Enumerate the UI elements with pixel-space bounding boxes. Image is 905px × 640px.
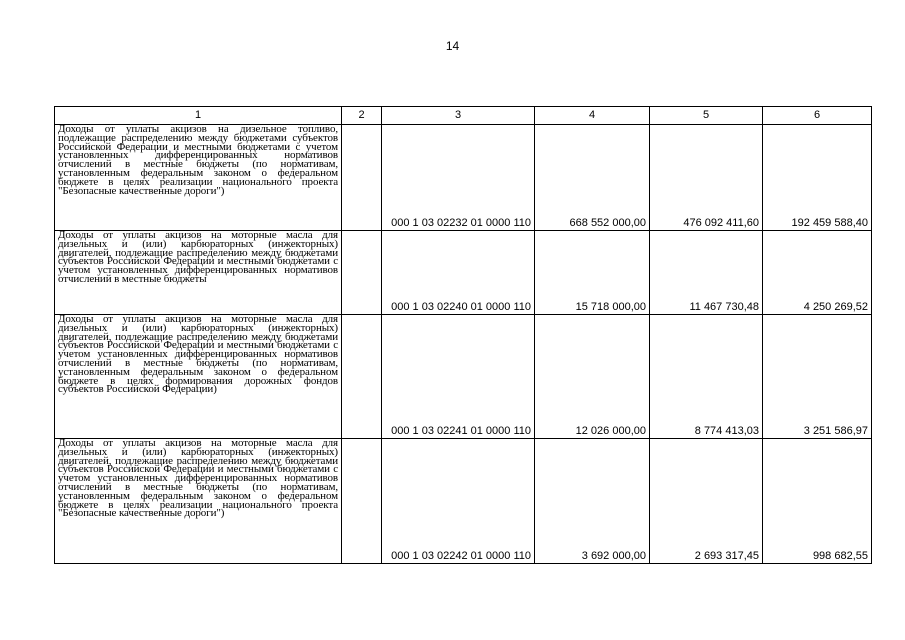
row-description: Доходы от уплаты акцизов на моторные масла для дизельных и (или) карбюраторных (инжекторных) двигателей, подлежащие распределению между бюджетами субъектов Российской Федерации и местными бюджетами с учетом установленных дифференцированных нормативов отчислений в местные бюджеты (по нормативам, установленным федеральным законом о федеральном бюджете в целях формирования дорожных фондов субъектов Российской Федерации): [55, 315, 342, 439]
row-amount-col5: 11 467 730,48: [650, 231, 763, 315]
row-amount-col6: 3 251 586,97: [763, 315, 872, 439]
column-header: 3: [382, 107, 535, 125]
row-amount-col4: 15 718 000,00: [535, 231, 650, 315]
row-amount-col5: 8 774 413,03: [650, 315, 763, 439]
table-header-row: [55, 107, 872, 125]
column-header: 2: [342, 107, 382, 125]
table-row: [55, 231, 872, 315]
row-description: Доходы от уплаты акцизов на моторные масла для дизельных и (или) карбюраторных (инжекторных) двигателей, подлежащие распределению между бюджетами субъектов Российской Федерации и местными бюджетами с учетом установленных дифференцированных нормативов отчислений в местные бюджеты: [55, 231, 342, 315]
column-header: 1: [55, 107, 342, 125]
row-amount-col4: 12 026 000,00: [535, 315, 650, 439]
row-col2: [342, 231, 382, 315]
table-row: [55, 125, 872, 231]
row-description: Доходы от уплаты акцизов на дизельное топливо, подлежащие распределению между бюджетами субъектов Российской Федерации и местными бюджетами с учетом установленных дифференцированных нормативов отчислений в местные бюджеты (по нормативам, установленным федеральным законом о федеральном бюджете в целях реализации национального проекта "Безопасные качественные дороги"): [55, 125, 342, 231]
row-amount-col6: 998 682,55: [763, 439, 872, 564]
row-classification-code: 000 1 03 02240 01 0000 110: [382, 231, 535, 315]
table-row: [55, 439, 872, 564]
page-number: 14: [445, 39, 460, 53]
row-amount-col5: 2 693 317,45: [650, 439, 763, 564]
row-col2: [342, 315, 382, 439]
row-col2: [342, 439, 382, 564]
row-classification-code: 000 1 03 02242 01 0000 110: [382, 439, 535, 564]
column-header: 5: [650, 107, 763, 125]
revenue-table: [54, 106, 872, 564]
row-amount-col4: 3 692 000,00: [535, 439, 650, 564]
row-amount-col6: 192 459 588,40: [763, 125, 872, 231]
row-classification-code: 000 1 03 02241 01 0000 110: [382, 315, 535, 439]
column-header: 4: [535, 107, 650, 125]
row-amount-col5: 476 092 411,60: [650, 125, 763, 231]
row-amount-col4: 668 552 000,00: [535, 125, 650, 231]
row-col2: [342, 125, 382, 231]
row-classification-code: 000 1 03 02232 01 0000 110: [382, 125, 535, 231]
row-description: Доходы от уплаты акцизов на моторные масла для дизельных и (или) карбюраторных (инжекторных) двигателей, подлежащие распределению между бюджетами субъектов Российской Федерации и местными бюджетами с учетом установленных дифференцированных нормативов отчислений в местные бюджеты (по нормативам, установленным федеральным законом о федеральном бюджете в целях реализации национального проекта "Безопасные качественные дороги"): [55, 439, 342, 564]
table-row: [55, 315, 872, 439]
row-amount-col6: 4 250 269,52: [763, 231, 872, 315]
column-header: 6: [763, 107, 872, 125]
